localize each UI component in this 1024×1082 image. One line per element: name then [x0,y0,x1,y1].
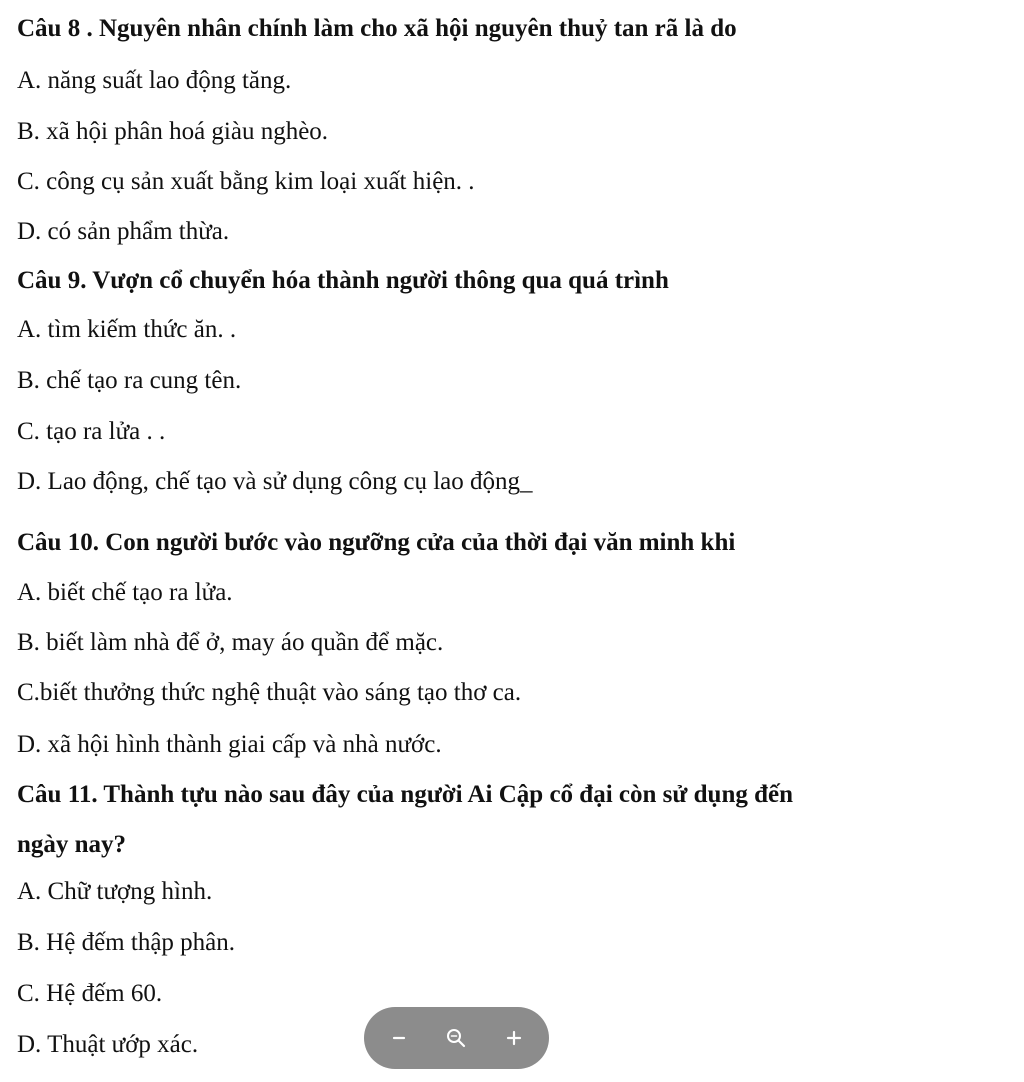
question-8-option-c: C. công cụ sản xuất bằng kim loại xuất hiện. . [17,168,475,195]
question-9-option-d: D. Lao động, chế tạo và sử dụng công cụ lao động_ [17,468,533,495]
plus-icon [504,1028,524,1048]
question-8-title: Câu 8 . Nguyên nhân chính làm cho xã hội nguyên thuỷ tan rã là do [17,15,737,42]
question-8-option-a: A. năng suất lao động tăng. [17,67,292,94]
question-10-option-d: D. xã hội hình thành giai cấp và nhà nước. [17,731,442,758]
zoom-out-button[interactable] [377,1016,421,1060]
magnifier-icon [445,1027,467,1049]
question-10-option-a: A. biết chế tạo ra lửa. [17,579,233,606]
question-9-title: Câu 9. Vượn cổ chuyển hóa thành người thông qua quá trình [17,267,669,294]
question-11-option-c: C. Hệ đếm 60. [17,980,163,1007]
question-9-option-a: A. tìm kiếm thức ăn. . [17,316,237,343]
question-8-option-b: B. xã hội phân hoá giàu nghèo. [17,118,329,145]
zoom-reset-button[interactable] [434,1016,478,1060]
minus-icon [390,1029,408,1047]
question-8-option-d: D. có sản phẩm thừa. [17,218,230,245]
question-10-option-c: C.biết thưởng thức nghệ thuật vào sáng tạo thơ ca. [17,679,522,706]
question-11-option-b: B. Hệ đếm thập phân. [17,929,236,956]
question-11-title: Câu 11. Thành tựu nào sau đây của người Ai Cập cổ đại còn sử dụng đến [17,781,794,808]
question-11-option-d: D. Thuật ướp xác. [17,1031,199,1058]
question-9-option-c: C. tạo ra lửa . . [17,418,166,445]
question-10-title: Câu 10. Con người bước vào ngưỡng cửa của thời đại văn minh khi [17,529,736,556]
question-11-option-a: A. Chữ tượng hình. [17,878,213,905]
question-10-option-b: B. biết làm nhà để ở, may áo quần để mặc. [17,629,444,656]
question-9-option-b: B. chế tạo ra cung tên. [17,367,242,394]
zoom-toolbar [364,1007,549,1069]
zoom-in-button[interactable] [492,1016,536,1060]
question-11-title-continued: ngày nay? [17,831,127,858]
